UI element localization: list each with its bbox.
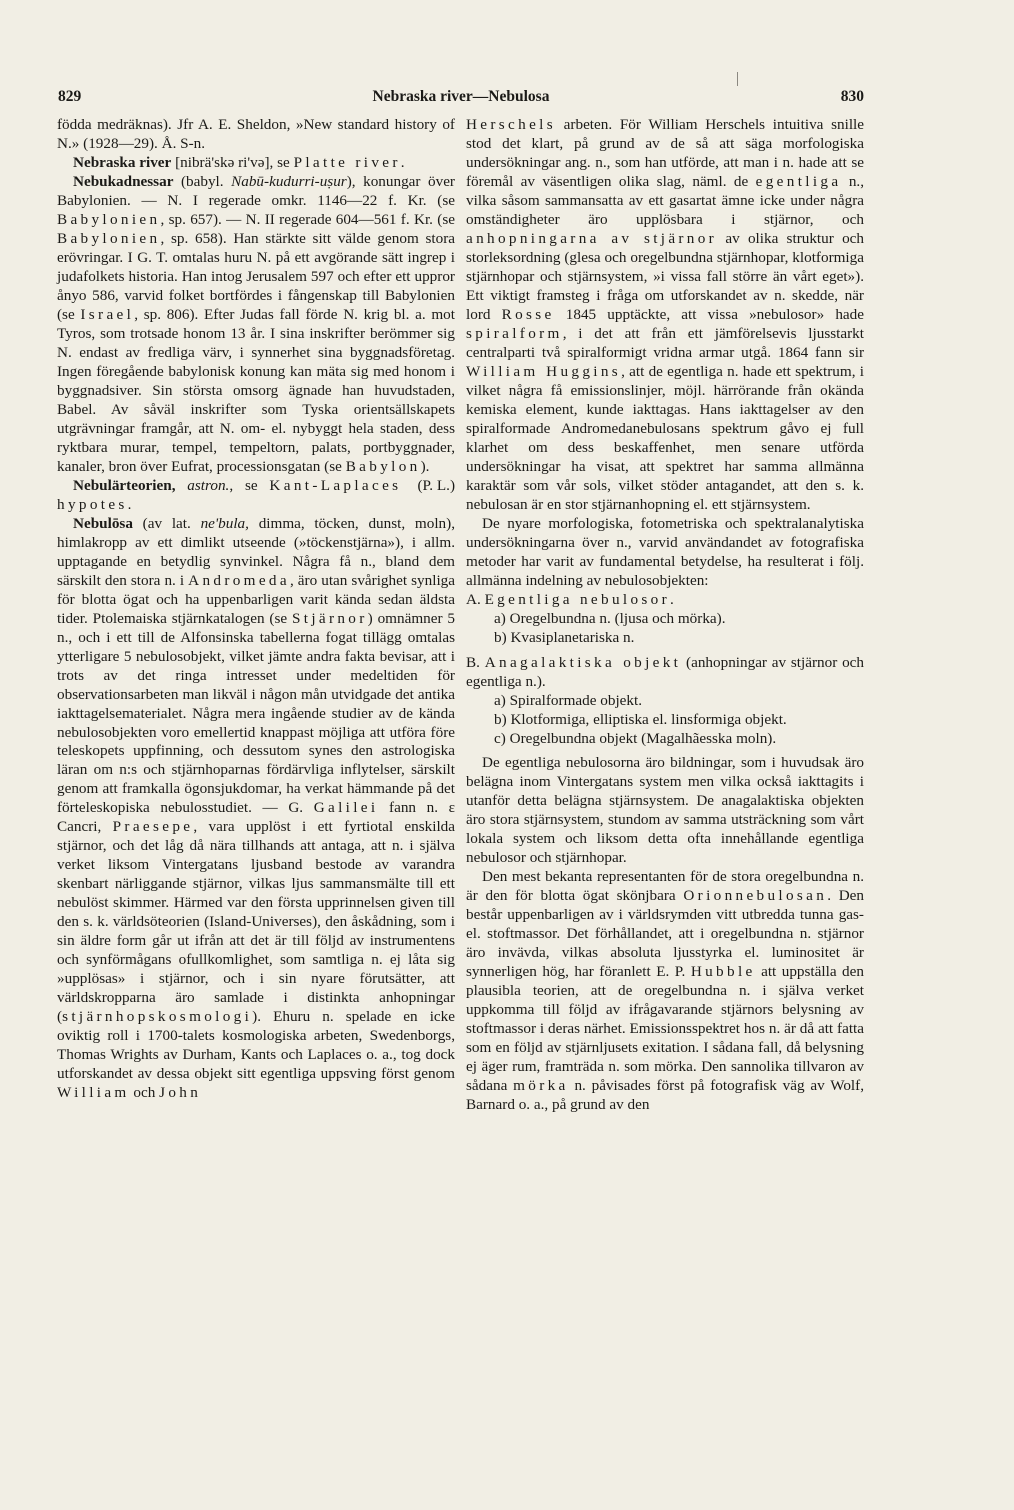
spaced-term: Anagalaktiska objekt	[484, 653, 682, 671]
cross-reference: Babylonien	[57, 229, 161, 247]
list-item: B. Anagalaktiska objekt (anhopningar av stjärnor och egentliga n.).	[466, 653, 864, 690]
spaced-name: Herschels	[466, 116, 556, 133]
spaced-term: Orionnebulosan	[683, 887, 828, 905]
entry-nebularteorien: Nebulärteorien, astron., se Kant-Laplaces hypotes.	[57, 476, 402, 513]
cross-reference: Babylonien	[57, 210, 161, 228]
spaced-term: stjärnhopskosmologi	[62, 1008, 253, 1026]
paragraph: Den mest bekanta representanten för de stora oregelbundna n. är den för blotta ögat skönjbara Orionnebulosan. Den består uppenbarligen av i världsrymden vitt utbredda tunna gas- el. stoftmassor. Det förhållandet, att i oregelbundna n. stjärnor äro invävda, vilkas absoluta ljusstyrka el. luminositet är synnerligen hög, har föranlett E. P. Hubble att uppställa den plausibla teorien, att de oregelbundna n. i själva verket uppkomma till följd av ifrågavarande stjärnors belysning av stoftmassor i deras närhet. Emissionsspektret hos n. är då att fatta som en följd av stjärnljusets exitation. I sådana fall, då belysning ej äger rum, framträda n. som mörka. Den sannolika tillvaron av sådana mörka n. påvisades först på fotografisk väg av Wolf, Barnard o. a., på grund av den	[466, 868, 864, 1114]
spaced-name: Hubble	[690, 963, 756, 981]
headword: Nebulōsa	[73, 514, 133, 532]
cross-reference: Platte river	[293, 153, 401, 171]
cross-reference: Kant-Laplaces hypotes	[57, 476, 402, 513]
paragraph: De nyare morfologiska, fotometriska och spektralanalytiska undersökningarna över n., varvid användandet av fotografiska metoder har varit av fundamental betydelse, ha resulterat i följ. allmänna indelning av nebulosobjekten:	[466, 514, 864, 589]
spaced-term: Egentliga nebulosor	[484, 590, 670, 608]
headword: Nebraska river	[73, 153, 172, 171]
cross-reference: Israel	[80, 305, 135, 323]
spaced-name: William Huggins	[466, 362, 622, 380]
spaced-term: spiralform	[466, 324, 563, 342]
entry-nebukadnessar: Nebukadnessar (babyl. Nabū-kudurri-uṣur), konungar över Babylonien. — N. I regerade omkr. 1146—22 f. Kr. (se Babylonien, sp. 657). — N. II regerade 604—561 f. Kr. (se Babylonien, sp. 658). Han stärkte sitt välde genom stora erövringar. I G. T. omtalas huru N. på ett avgörande sätt ingrep i judafolkets historia. Han intog Jerusalem 597 och efter ett uppror ånyo 586, varvid folket bortfördes i fångenskap till Babylonien (se Israel, sp. 806). Efter Judas fall förde N. krig bl. a. mot Tyros, som trotsade honom 13 år. I sina inskrifter berömmer sig N. endast av fredliga värv, i synnerhet sina byggnadsföretag. Ingen föregående babylonisk konung kan mäta sig med honom i byggnadsiver. Sin största omsorg ägnade han huvudstaden, Babel. Av såväl inskrifter som Tyska orientsällskapets utgrävningar framgår, att N. om- el. nybyggt hela staden, dess ryktbara murar, tempel, tempeltorn, palats, portbyggnader, kanaler, bron över Eufrat, processionsgatan (se Babylon). (P. L.)	[57, 172, 455, 494]
spaced-name: William	[57, 1084, 130, 1102]
list-item: b) Klotformiga, elliptiska el. linsformiga objekt.	[494, 710, 787, 728]
cross-reference: Andromeda	[188, 571, 290, 589]
spaced-name: Rosse	[501, 305, 555, 323]
list-item: A. Egentliga nebulosor.	[466, 590, 674, 608]
list-item: a) Spiralformade objekt.	[494, 691, 643, 709]
headword: Nebukadnessar	[73, 172, 174, 190]
author-signature: (P. L.)	[417, 476, 455, 494]
list-item: a) Oregelbundna n. (ljusa och mörka).	[494, 609, 726, 627]
spaced-term: mörka	[513, 1077, 569, 1095]
list-item: b) Kvasiplanetariska n.	[494, 628, 635, 646]
entry-continuation: Herschels arbeten. För William Herschels intuitiva snille stod det klart, på grund av de så att säga morfologiska undersökningar ang. n., som han utförde, att man i n. hade att se föremål av väsentligen olika slag, näml. de egentliga n., vilka såsom sammansatta av ett gasartat ämne icke under några omständigheter äro upplösbara i stjärnor, och anhopningarna av stjärnor av olika struktur och storleksordning (glesa och oregelbundna stjärnhopar, klotformiga stjärnhopar och stjärnsystem, »i vissa fall större än vårt eget»). Ett viktigt framsteg i fråga om utforskandet av n. skedde, när lord Rosse 1845 upptäckte, att vissa »nebulosor» hade spiralform, i det att från ett jämförelsevis ljusstarkt centralparti två spiralformigt vridna armar utgå. 1864 fann sir William Huggins, att de egentliga n. hade ett spektrum, i vilket några få emissionslinjer, möjl. härrörande från okända kemiska element, kunde iakttagas. Hans iakttagelser av den spiralformade Andromedanebulosans spektrum gåvo ej full klarhet om dess beskaffenhet, men senare utförda undersökningar ha visat, att spektret har samma allmänna karaktär som vår sols, vilket stöder antagandet, att den s. k. nebulosan är en stor stjärnanhopning el. ett stjärnsystem.	[466, 116, 865, 513]
list-item: c) Oregelbundna objekt (Magalhãesska moln).	[494, 729, 777, 747]
left-column	[57, 116, 455, 1103]
spaced-name: Galilei	[313, 799, 379, 817]
scan-mark	[737, 72, 738, 86]
spaced-name: Praesepe	[112, 818, 194, 836]
spaced-name: John	[159, 1084, 202, 1102]
spaced-term: egentliga	[755, 172, 842, 190]
entry-nebulosa: Nebulōsa (av lat. ne'bula, dimma, töcken, dunst, moln), himlakropp av ett dimlikt utseende (»töckenstjärna»), i allm. upptagande en betydlig synvinkel. Några få n., bland dem särskilt den stora n. i Andromeda, äro utan svårighet synliga för blotta ögat och ha uppenbarligen varit kända sedan äldsta tider. Ptolemaiska stjärnkatalogen (se Stjärnor) omnämner 5 n., och i ett till de Alfonsinska tabellerna fogat tillägg omtalas ytterligare 5 nebulosobjekt, vilket jämte andra fakta bevisar, att i trots av det ringa intresset under medeltiden för observationsarbeten man likväl i någon mån utvidgade det antika iakttagelsematerialet. Några mera ingående studier av de kända nebulosobjekten voro emellertid knappast möjliga att utföra före teleskopets uppfinning, och dessutom synes den astrologiska läran om n:s och stjärnhoparnas fördärvliga inflytelser, särskilt genom att framkalla ögonsjukdomar, ha verkat hämmande på det förteleskopiska nebulosstudiet. — G. Galilei fann n. ε Cancri, Praesepe, vara upplöst i ett fyrtiotal enskilda stjärnor, och det låg då nära tillhands att antaga, att n. i själva verket liksom Vintergatans ljusband bestode av varandra skenbart närliggande stjärnor, vilkas ljus sammansmälte till ett nebulöst skimmer. Härmed var den första upprinnelsen given till den s. k. världsöteorien (Island-Universes), den åskådning, som i sin äldre form går ut ifrån att det är till följd av instrumentens och synförmågans ofullkomlighet, som samtliga n. ej låta sig »upplösas» i stjärnor, och i sin nyare förutsätter, att världskropparna äro samlade i distinkta anhopningar (stjärnhopskosmologi). Ehuru n. spelade en icke oviktig roll i 1700-talets kosmologiska arbeten, Swedenborgs, Thomas Wrights av Durham, Kants och Laplaces o. a., tog dock utforskandet av dessa objekt sitt egentliga uppsving först genom William och John	[57, 514, 456, 1102]
classification-list	[466, 591, 864, 755]
paragraph: De egentliga nebulosorna äro bildningar, som i huvudsak äro belägna inom Vintergatans system men vilka också iakttagits i utanför detta belägna stjärnsystem. De anagalaktiska objekten äro stora stjärnsystem, stundom av samma utsträckning som vårt lokala system och liksom detta ofta innehållande egentliga nebulosor och stjärnhopar.	[466, 754, 864, 867]
headword: Nebulärteorien,	[73, 476, 176, 494]
spaced-term: anhopningarna av stjärnor	[466, 229, 718, 247]
entry-continuation: födda medräknas). Jfr A. E. Sheldon, »New standard history of N.» (1928—29). Å. S-n.	[57, 116, 455, 152]
right-column	[466, 116, 864, 1115]
page-number-left: 829	[58, 88, 82, 105]
cross-reference: Stjärnor	[291, 609, 368, 627]
entry-nebraska-river: Nebraska river [nibrä'skə ri'və], se Platte river.	[73, 153, 405, 171]
cross-reference: Babylon	[345, 457, 421, 475]
page-header	[58, 88, 864, 110]
running-title: Nebraska river—Nebulosa	[372, 88, 550, 105]
page-number-right: 830	[840, 88, 864, 105]
